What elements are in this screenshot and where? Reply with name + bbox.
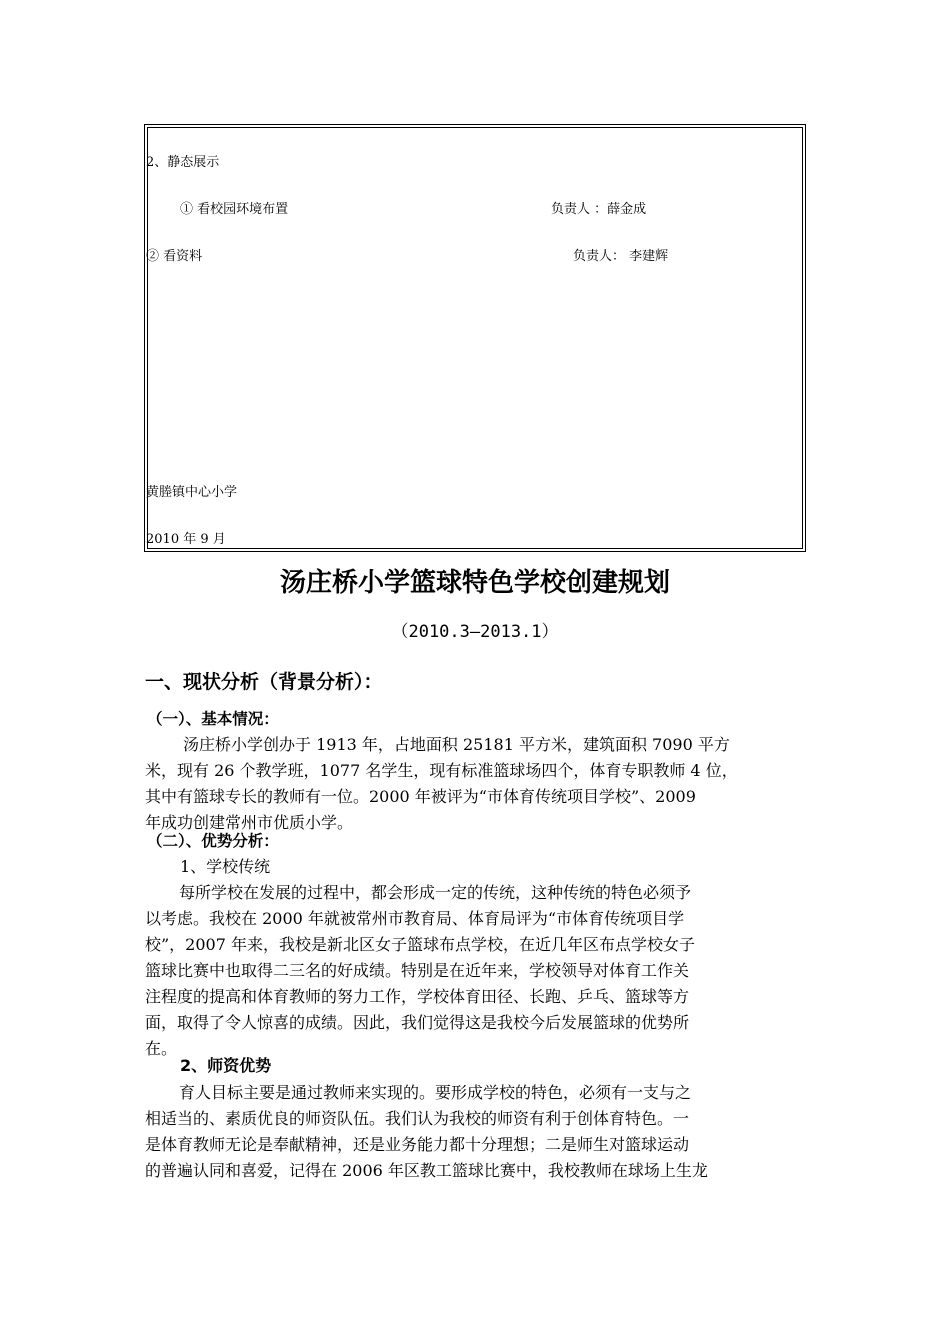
text-line: 注程度的提高和体育教师的努力工作，学校体育田径、长跑、乒乓、篮球等方 xyxy=(145,987,690,1006)
text-line: 米，现有 26 个教学班，1077 名学生，现有标准篮球场四个，体育专职教师 4 位， xyxy=(145,761,738,780)
point-teacher-advantage: 2、师资优势 xyxy=(180,1056,272,1075)
point-school-tradition: 1、学校传统 xyxy=(180,857,271,876)
text-line: 相适当的、素质优良的师资队伍。我们认为我校的师资有利于创体育特色。一 xyxy=(145,1109,690,1128)
text-line: 篮球比赛中也取得二三名的好成绩。特别是在近年来，学校领导对体育工作关 xyxy=(145,961,690,980)
campus-environment-owner: 负责人 ：薛金成 xyxy=(551,202,647,217)
text-line: 面，取得了令人惊喜的成绩。因此，我们觉得这是我校今后发展篮球的优势所 xyxy=(145,1013,690,1032)
text-line: 以考虑。我校在 2000 年就被常州市教育局、体育局评为“市体育传统项目学 xyxy=(145,909,685,928)
tradition-paragraph xyxy=(145,880,807,1062)
materials-item: ② 看资料 xyxy=(146,249,203,264)
basic-info-paragraph xyxy=(145,732,807,836)
subheading-advantage-analysis: （二）、优势分析： xyxy=(147,832,279,850)
text-line: 的普遍认同和喜爱，记得在 2006 年区教工篮球比赛中，我校教师在球场上生龙 xyxy=(145,1161,708,1180)
text-line: 年成功创建常州市优质小学。 xyxy=(145,813,354,832)
text-line: 育人目标主要是通过教师来实现的。要形成学校的特色，必须有一支与之 xyxy=(179,1083,692,1102)
doc-date: 2010 年 9 月 xyxy=(146,532,226,547)
materials-owner: 负责人： 李建辉 xyxy=(573,249,669,264)
static-display-heading: 2、静态展示 xyxy=(146,155,220,170)
text-line: 每所学校在发展的过程中，都会形成一定的传统，这种传统的特色必须予 xyxy=(179,883,692,902)
text-line: 汤庄桥小学创办于 1913 年，占地面积 25181 平方米，建筑面积 7090 平方 xyxy=(183,735,730,754)
page-title: 汤庄桥小学篮球特色学校创建规划 xyxy=(279,568,670,598)
teacher-paragraph xyxy=(145,1080,807,1184)
campus-environment-item: ① 看校园环境布置 xyxy=(180,202,289,217)
school-name: 黄塍镇中心小学 xyxy=(146,485,238,500)
text-line: 在。 xyxy=(145,1039,178,1058)
section-heading-status-analysis: 一、现状分析（背景分析）： xyxy=(145,671,383,693)
date-range: （2010.3—2013.1） xyxy=(391,622,559,642)
text-line: 校”，2007 年来，我校是新北区女子篮球布点学校，在近几年区布点学校女子 xyxy=(145,935,695,954)
text-line: 是体育教师无论是奉献精神，还是业务能力都十分理想；二是师生对篮球运动 xyxy=(145,1135,690,1154)
subheading-basic-info: （一）、基本情况： xyxy=(147,710,279,728)
activity-table xyxy=(144,124,806,552)
text-line: 其中有篮球专长的教师有一位。2000 年被评为“市体育传统项目学校”、2009 xyxy=(145,787,696,806)
